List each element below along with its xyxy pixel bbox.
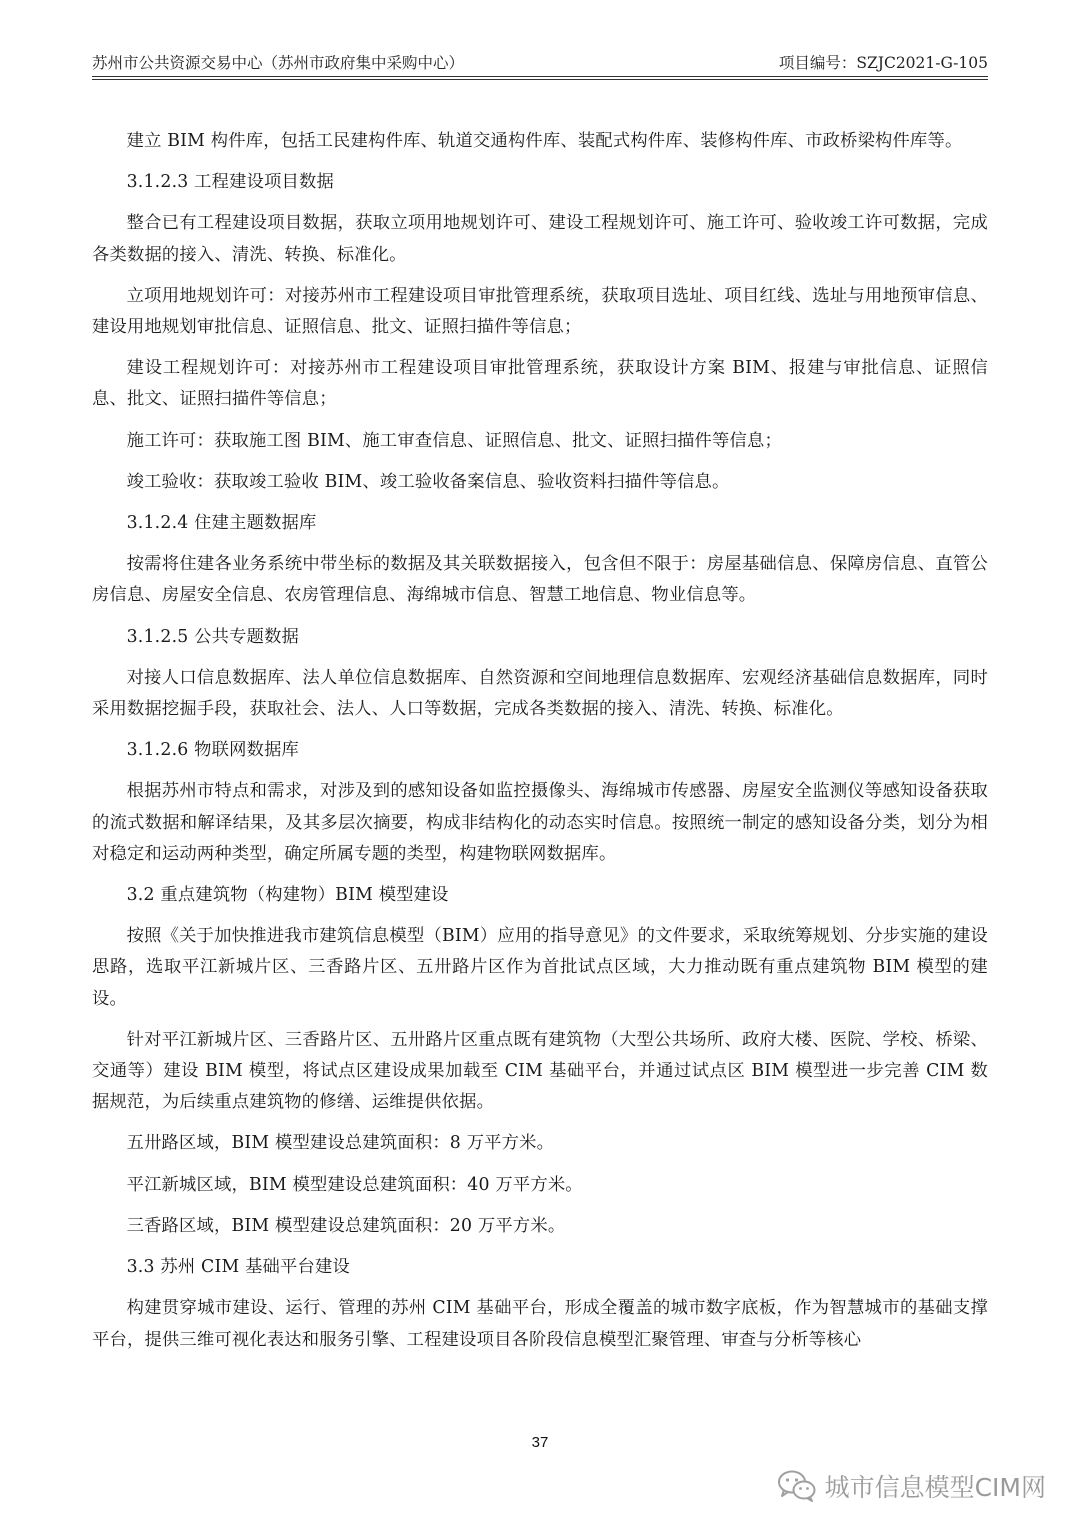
paragraph: 根据苏州市特点和需求，对涉及到的感知设备如监控摄像头、海绵城市传感器、房屋安全监测仪等感知设备获取的流式数据和解译结果，及其多层次摘要，构成非结构化的动态实时信息。按照统一制定的感知设备分类，划分为相对稳定和运动两种类型，确定所属专题的类型，构建物联网数据库。 bbox=[92, 781, 988, 864]
header-divider-thin bbox=[92, 79, 988, 80]
header-divider bbox=[92, 76, 988, 77]
paragraph: 建设工程规划许可：对接苏州市工程建设项目审批管理系统，获取设计方案 BIM、报建与审批信息、证照信息、批文、证照扫描件等信息； bbox=[92, 358, 988, 410]
page-header bbox=[92, 52, 988, 74]
section-heading: 3.1.2.5 公共专题数据 bbox=[126, 626, 300, 647]
paragraph: 五卅路区域，BIM 模型建设总建筑面积：8 万平方米。 bbox=[126, 1133, 555, 1154]
paragraph: 针对平江新城片区、三香路片区、五卅路片区重点既有建筑物（大型公共场所、政府大楼、医院、学校、桥梁、交通等）建设 BIM 模型，将试点区建设成果加载至 CIM 基础平台，并通过试点区 BIM 模型进一步完善 CIM 数据规范，为后续重点建筑物的修缮、运维提供依据。 bbox=[92, 1029, 988, 1113]
paragraph: 立项用地规划许可：对接苏州市工程建设项目审批管理系统，获取项目选址、项目红线、选址与用地预审信息、建设用地规划审批信息、证照信息、批文、证照扫描件等信息； bbox=[92, 285, 988, 338]
watermark-text: 城市信息模型CIM网 bbox=[824, 1473, 1046, 1502]
header-project-number: 项目编号：SZJC2021-G-105 bbox=[778, 54, 988, 72]
section-heading: 3.1.2.6 物联网数据库 bbox=[126, 740, 300, 761]
paragraph: 建立 BIM 构件库，包括工民建构件库、轨道交通构件库、装配式构件库、装修构件库、市政桥梁构件库等。 bbox=[126, 131, 963, 151]
paragraph: 三香路区域，BIM 模型建设总建筑面积：20 万平方米。 bbox=[126, 1215, 566, 1236]
section-heading: 3.1.2.4 住建主题数据库 bbox=[126, 513, 317, 534]
watermark bbox=[777, 1466, 1046, 1506]
header-organization: 苏州市公共资源交易中心（苏州市政府集中采购中心） bbox=[92, 54, 465, 72]
page-number: 37 bbox=[531, 1434, 549, 1451]
paragraph: 施工许可：获取施工图 BIM、施工审查信息、证照信息、批文、证照扫描件等信息； bbox=[126, 430, 782, 451]
paragraph: 整合已有工程建设项目数据，获取立项用地规划许可、建设工程规划许可、施工许可、验收竣工许可数据，完成各类数据的接入、清洗、转换、标准化。 bbox=[92, 213, 988, 265]
paragraph: 按照《关于加快推进我市建筑信息模型（BIM）应用的指导意见》的文件要求，采取统筹规划、分步实施的建设思路，选取平江新城片区、三香路片区、五卅路片区作为首批试点区域，大力推动既有重点建筑物 BIM 模型的建设。 bbox=[92, 926, 988, 1009]
paragraph: 平江新城区域，BIM 模型建设总建筑面积：40 万平方米。 bbox=[126, 1174, 583, 1195]
section-heading: 3.1.2.3 工程建设项目数据 bbox=[126, 172, 334, 193]
paragraph: 竣工验收：获取竣工验收 BIM、竣工验收备案信息、验收资料扫描件等信息。 bbox=[126, 471, 730, 492]
paragraph: 构建贯穿城市建设、运行、管理的苏州 CIM 基础平台，形成全覆盖的城市数字底板，作为智慧城市的基础支撑平台，提供三维可视化表达和服务引擎、工程建设项目各阶段信息模型汇聚管理、审查与分析等核心 bbox=[92, 1298, 988, 1350]
paragraph: 对接人口信息数据库、法人单位信息数据库、自然资源和空间地理信息数据库、宏观经济基础信息数据库，同时采用数据挖掘手段，获取社会、法人、人口等数据，完成各类数据的接入、清洗、转换、标准化。 bbox=[92, 667, 988, 720]
section-heading: 3.3 苏州 CIM 基础平台建设 bbox=[126, 1257, 350, 1278]
document-body bbox=[92, 126, 988, 1366]
paragraph: 按需将住建各业务系统中带坐标的数据及其关联数据接入，包含但不限于：房屋基础信息、保障房信息、直管公房信息、房屋安全信息、农房管理信息、海绵城市信息、智慧工地信息、物业信息等。 bbox=[92, 554, 988, 606]
wechat-icon bbox=[777, 1469, 817, 1503]
section-heading: 3.2 重点建筑物（构建物）BIM 模型建设 bbox=[126, 885, 449, 906]
